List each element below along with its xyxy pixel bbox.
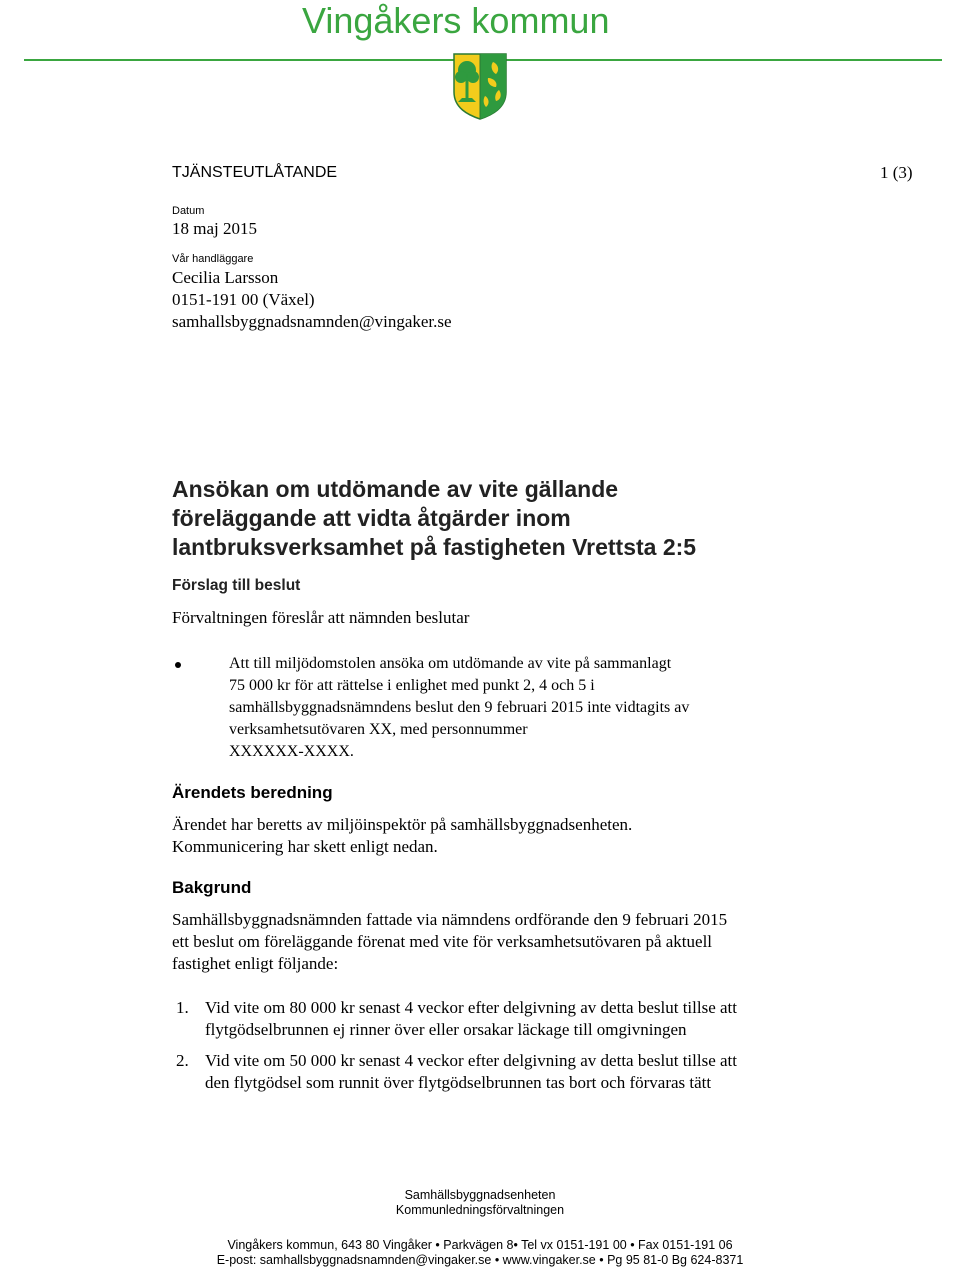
proposal-heading: Förslag till beslut	[172, 577, 301, 594]
proposal-bullet-line: verksamhetsutövaren XX, med personnummer	[229, 721, 528, 738]
handler-phone: 0151-191 00 (Växel)	[172, 290, 315, 309]
background-heading: Bakgrund	[172, 878, 252, 897]
list-item-line: den flytgödsel som runnit över flytgödselbrunnen tas bort och förvaras tätt	[205, 1073, 712, 1092]
document-type: TJÄNSTEUTLÅTANDE	[172, 164, 338, 181]
handler-label: Vår handläggare	[172, 253, 254, 265]
preparation-line: Kommunicering har skett enligt nedan.	[172, 837, 438, 856]
bullet-icon	[175, 662, 181, 668]
date-value: 18 maj 2015	[172, 219, 257, 238]
background-line: Samhällsbyggnadsnämnden fattade via nämndens ordförande den 9 februari 2015	[172, 910, 728, 929]
proposal-bullet-line: Att till miljödomstolen ansöka om utdömande av vite på sammanlagt	[229, 655, 672, 672]
title-line: lantbruksverksamhet på fastigheten Vrettsta 2:5	[172, 534, 697, 560]
proposal-bullet-line: XXXXXX-XXXX.	[229, 743, 354, 760]
date-label: Datum	[172, 205, 205, 217]
footer-unit: Samhällsbyggnadsenheten	[404, 1188, 556, 1202]
coat-of-arms-icon	[452, 52, 508, 120]
preparation-line: Ärendet har beretts av miljöinspektör på samhällsbyggnadsenheten.	[172, 815, 633, 834]
background-line: fastighet enligt följande:	[172, 954, 339, 973]
organization-name: Vingåkers kommun	[302, 0, 610, 41]
proposal-bullet-line: 75 000 kr för att rättelse i enlighet med punkt 2, 4 och 5 i	[229, 677, 595, 694]
proposal-bullet-line: samhällsbyggnadsnämndens beslut den 9 februari 2015 inte vidtagits av	[229, 699, 690, 716]
background-line: ett beslut om föreläggande förenat med vite för verksamhetsutövaren på aktuell	[172, 932, 713, 951]
handler-email: samhallsbyggnadsnamnden@vingaker.se	[172, 312, 452, 331]
list-item-number: 1.	[176, 998, 189, 1017]
handler-name: Cecilia Larsson	[172, 268, 279, 287]
list-item-line: Vid vite om 50 000 kr senast 4 veckor efter delgivning av detta beslut tillse att	[205, 1051, 737, 1070]
list-item-number: 2.	[176, 1051, 189, 1070]
proposal-intro: Förvaltningen föreslår att nämnden beslutar	[172, 608, 470, 627]
document-title	[172, 475, 696, 562]
page-number: 1 (3)	[880, 163, 913, 182]
preparation-heading: Ärendets beredning	[172, 783, 333, 802]
title-line: föreläggande att vidta åtgärder inom	[172, 505, 571, 531]
footer-address: Vingåkers kommun, 643 80 Vingåker • Parkvägen 8• Tel vx 0151-191 00 • Fax 0151-191 06	[227, 1238, 733, 1252]
footer-administration: Kommunledningsförvaltningen	[395, 1203, 565, 1217]
footer-contact: E-post: samhallsbyggnadsnamnden@vingaker.se • www.vingaker.se • Pg 95 81-0 Bg 624-8371	[216, 1253, 744, 1267]
list-item-line: flytgödselbrunnen ej rinner över eller orsakar läckage till omgivningen	[205, 1020, 687, 1039]
list-item-line: Vid vite om 80 000 kr senast 4 veckor efter delgivning av detta beslut tillse att	[205, 998, 737, 1017]
title-line: Ansökan om utdömande av vite gällande	[172, 476, 619, 502]
